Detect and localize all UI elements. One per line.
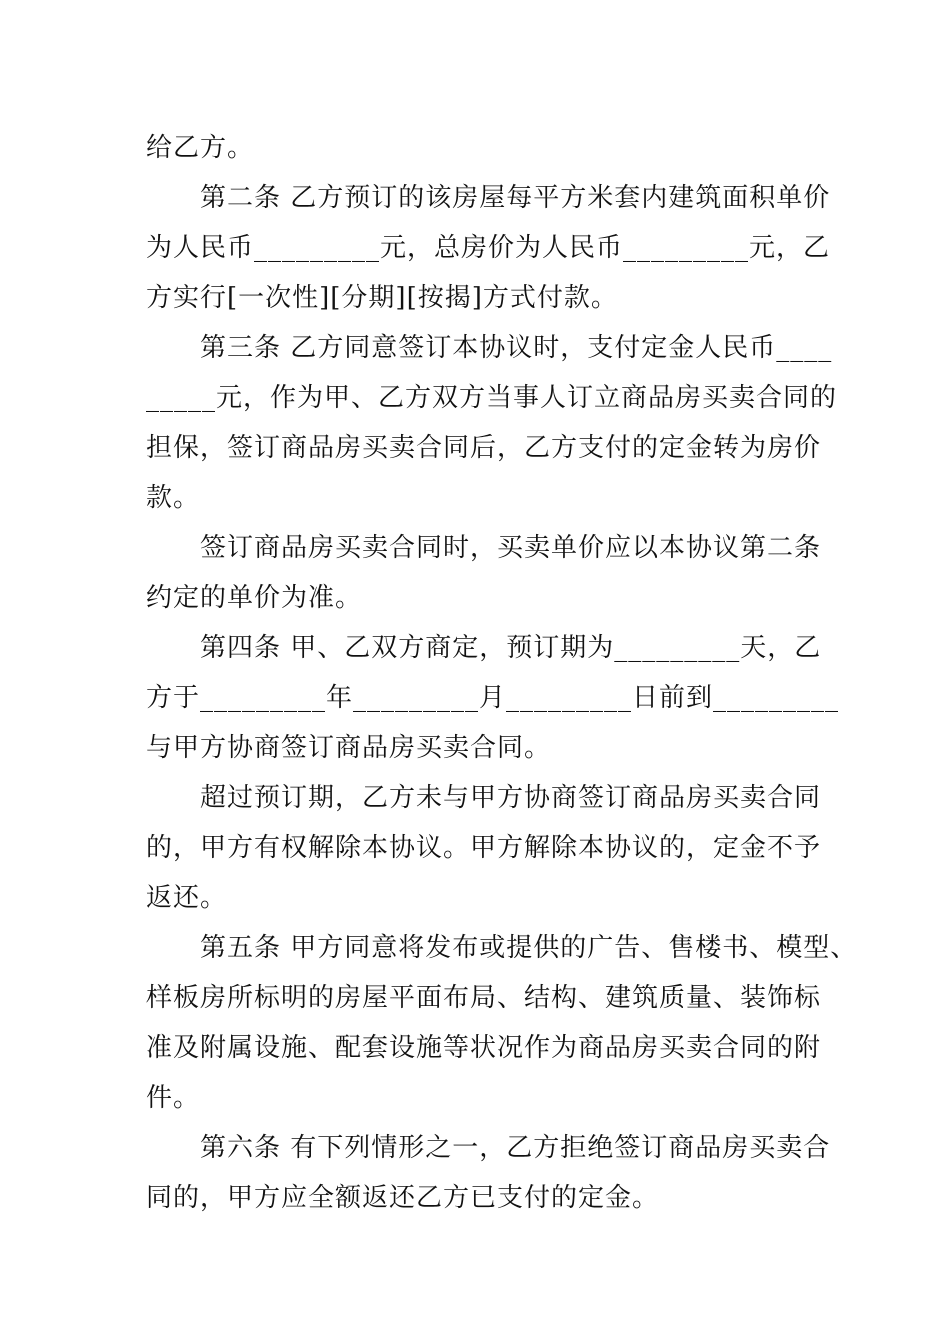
text-line: 担保，签订商品房买卖合同后，乙方支付的定金转为房价 (146, 433, 822, 463)
article-4-heading-line: 第四条 甲、乙双方商定，预订期为_________天，乙 (200, 633, 822, 663)
text-line: _____元，作为甲、乙方双方当事人订立商品房买卖合同的 (146, 383, 838, 413)
article-5-heading-line: 第五条 甲方同意将发布或提供的广告、售楼书、模型、 (200, 933, 858, 963)
text-line: 款。 (146, 483, 201, 513)
text-line: 件。 (146, 1083, 201, 1113)
article-3-heading-line: 第三条 乙方同意签订本协议时，支付定金人民币____ (200, 333, 833, 363)
text-line: 为人民币_________元，总房价为人民币_________元，乙 (146, 233, 831, 263)
text-line: 返还。 (146, 883, 228, 913)
paragraph-start-line: 签订商品房买卖合同时，买卖单价应以本协议第二条 (200, 533, 822, 563)
text-line: 同的，甲方应全额返还乙方已支付的定金。 (146, 1183, 660, 1213)
article-6-heading-line: 第六条 有下列情形之一，乙方拒绝签订商品房买卖合 (200, 1133, 831, 1163)
text-line: 准及附属设施、配套设施等状况作为商品房买卖合同的附 (146, 1033, 822, 1063)
text-line: 与甲方协商签订商品房买卖合同。 (146, 733, 552, 763)
text-line: 方实行[一次性][分期][按揭]方式付款。 (146, 283, 618, 313)
text-line: 给乙方。 (146, 133, 255, 163)
text-line: 的，甲方有权解除本协议。甲方解除本协议的，定金不予 (146, 833, 822, 863)
text-line: 方于_________年_________月_________日前到_________ (146, 683, 840, 713)
article-2-heading-line: 第二条 乙方预订的该房屋每平方米套内建筑面积单价 (200, 183, 831, 213)
text-line: 样板房所标明的房屋平面布局、结构、建筑质量、装饰标 (146, 983, 822, 1013)
text-line: 约定的单价为准。 (146, 583, 363, 613)
paragraph-start-line: 超过预订期，乙方未与甲方协商签订商品房买卖合同 (200, 783, 822, 813)
